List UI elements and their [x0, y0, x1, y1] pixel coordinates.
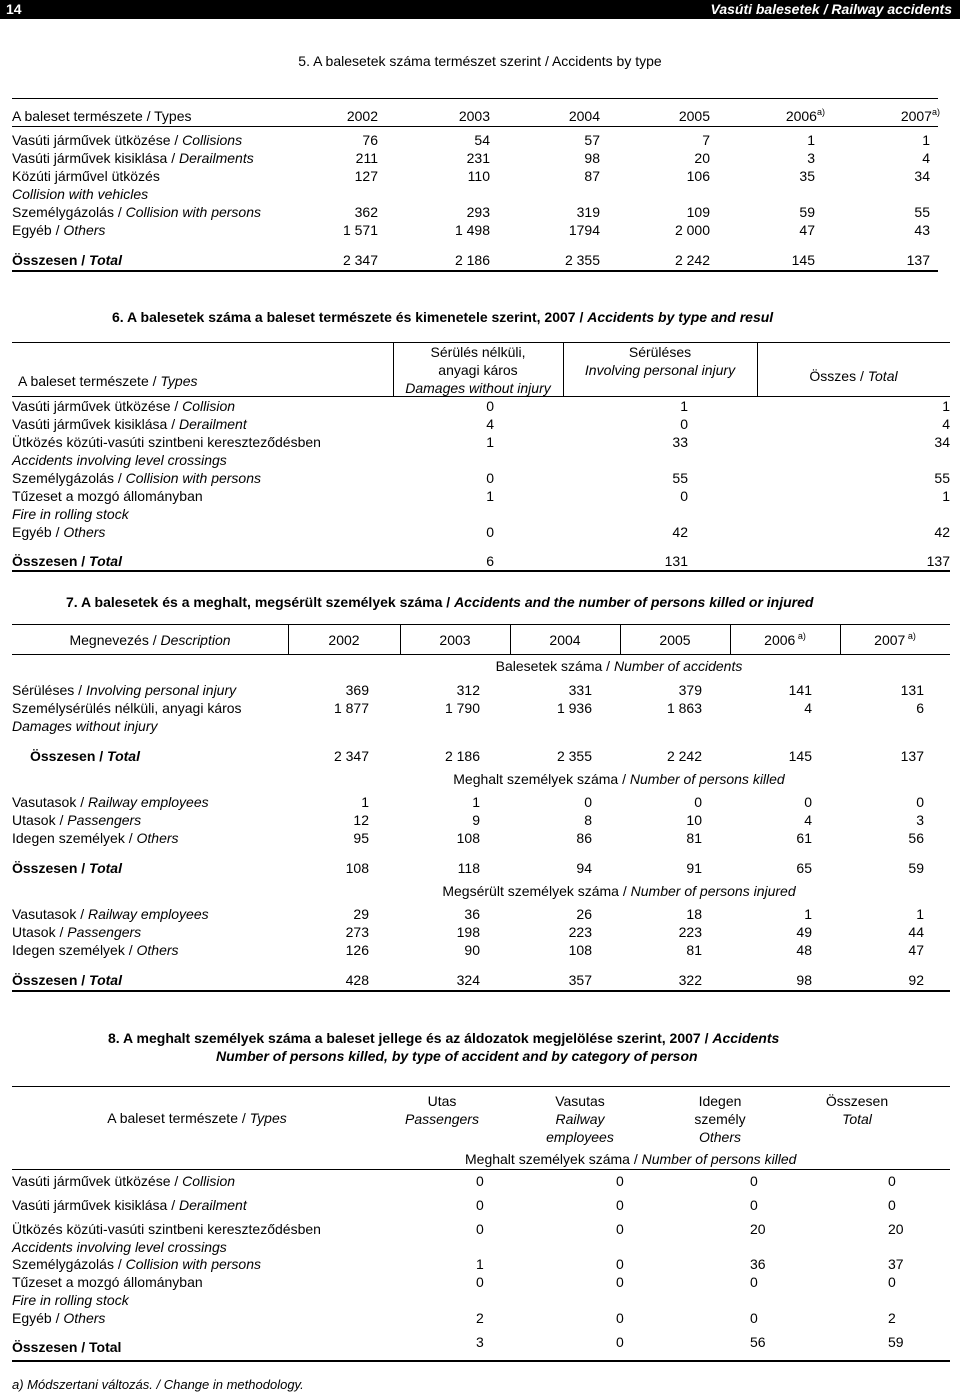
- value-cell: 0: [616, 1334, 624, 1350]
- value-cell: 37: [888, 1256, 904, 1272]
- value-cell: 20: [694, 150, 710, 166]
- table6-col2-line1: Sérüléses: [628, 344, 692, 360]
- value-cell: 0: [888, 1274, 896, 1290]
- value-cell: 2 000: [674, 222, 710, 238]
- table5-head-label: A baleset természete / Types: [12, 108, 192, 124]
- value-cell: 362: [354, 204, 378, 220]
- year-header: 2005: [678, 108, 710, 124]
- value-cell: 55: [934, 470, 950, 486]
- table-row-label: Személygázolás / Collision with persons: [12, 470, 262, 486]
- value-cell: 110: [467, 168, 490, 184]
- value-cell: 0: [750, 1310, 758, 1326]
- value-cell: 331: [568, 682, 592, 698]
- table-row-label: Vasúti járművek ütközése / Collision: [12, 1173, 236, 1189]
- value-cell: 1 863: [666, 700, 702, 716]
- table6-title: 6. A balesetek száma a baleset természete és kimenetele szerint, 2007 / Accidents by type and resul: [112, 309, 774, 325]
- section-heading-accidents: Balesetek száma / Number of accidents: [495, 658, 743, 674]
- value-cell: 322: [678, 972, 702, 988]
- table6-col2-line2: Involving personal injury: [584, 362, 736, 378]
- table8-title-line2: Number of persons killed, by type of accident and by category of person: [216, 1048, 698, 1064]
- value-cell: 59: [908, 860, 924, 876]
- value-cell: 0: [888, 1197, 896, 1213]
- table-row-label: Utasok / Passengers: [12, 812, 142, 828]
- value-cell: 1: [807, 132, 815, 148]
- value-cell: 324: [456, 972, 480, 988]
- value-cell: 0: [750, 1197, 758, 1213]
- value-cell: 34: [914, 168, 930, 184]
- table-row-label: Damages without injury: [12, 718, 158, 734]
- page-header-bar: [0, 0, 960, 19]
- table8-head-rule: [12, 1169, 950, 1170]
- value-cell: 131: [900, 682, 924, 698]
- value-cell: 369: [345, 682, 369, 698]
- value-cell: 2 242: [674, 252, 710, 268]
- value-cell: 1: [486, 434, 494, 450]
- table-row-label: Egyéb / Others: [12, 524, 106, 540]
- table8-col-railway-hu: Vasutas: [555, 1093, 605, 1109]
- value-cell: 1: [916, 906, 924, 922]
- value-cell: 223: [678, 924, 702, 940]
- value-cell: 55: [914, 204, 930, 220]
- value-cell: 10: [686, 812, 702, 828]
- value-cell: 1794: [568, 222, 600, 238]
- value-cell: 26: [576, 906, 592, 922]
- table8-col-railway-en1: Railway: [555, 1111, 605, 1127]
- value-cell: 57: [584, 132, 600, 148]
- value-cell: 273: [345, 924, 369, 940]
- value-cell: 126: [345, 942, 369, 958]
- value-cell: 137: [926, 553, 950, 569]
- value-cell: 20: [750, 1221, 766, 1237]
- value-cell: 145: [791, 252, 815, 268]
- table8-subheading: Meghalt személyek száma / Number of persons killed: [465, 1151, 797, 1167]
- value-cell: 223: [568, 924, 592, 940]
- value-cell: 1 877: [333, 700, 369, 716]
- value-cell: 8: [584, 812, 592, 828]
- value-cell: 319: [576, 204, 600, 220]
- value-cell: 42: [672, 524, 688, 540]
- value-cell: 0: [616, 1173, 624, 1189]
- value-cell: 0: [888, 1173, 896, 1189]
- table-row-label: Fire in rolling stock: [12, 1292, 129, 1308]
- table5-title: 5. A balesetek száma természet szerint / Accidents by type: [298, 53, 662, 69]
- value-cell: 81: [686, 942, 702, 958]
- value-cell: 49: [796, 924, 812, 940]
- value-cell: 95: [353, 830, 369, 846]
- value-cell: 36: [464, 906, 480, 922]
- table8-title-line1: 8. A meghalt személyek száma a baleset jellege és az áldozatok megjelölése szerint, 2007 / Accidents: [108, 1030, 780, 1046]
- value-cell: 36: [750, 1256, 766, 1272]
- value-cell: 1: [942, 488, 950, 504]
- value-cell: 357: [568, 972, 592, 988]
- table8-top-rule: [12, 1086, 950, 1087]
- value-cell: 428: [345, 972, 369, 988]
- value-cell: 137: [906, 252, 930, 268]
- value-cell: 42: [934, 524, 950, 540]
- value-cell: 48: [796, 942, 812, 958]
- table8-col-total-hu: Összesen: [825, 1093, 889, 1109]
- value-cell: 59: [799, 204, 815, 220]
- table-row-label: Idegen személyek / Others: [12, 942, 179, 958]
- value-cell: 137: [900, 748, 924, 764]
- table8-col-passengers-en: Passengers: [405, 1111, 479, 1127]
- table-row-label: Egyéb / Others: [12, 222, 106, 238]
- value-cell: 34: [934, 434, 950, 450]
- total-row-label: Összesen / Total: [12, 972, 122, 988]
- year-header: 2002: [346, 108, 378, 124]
- value-cell: 18: [686, 906, 702, 922]
- value-cell: 0: [680, 416, 688, 432]
- value-cell: 98: [584, 150, 600, 166]
- year-header: 2002: [328, 632, 360, 648]
- year-header: 2004: [568, 108, 600, 124]
- table-row-label: Ütközés közúti-vasúti szintbeni kereszteződésben: [12, 1221, 321, 1237]
- value-cell: 0: [804, 794, 812, 810]
- value-cell: 94: [576, 860, 592, 876]
- value-cell: 1 571: [342, 222, 378, 238]
- table8-head-label: A baleset természete / Types: [107, 1110, 287, 1126]
- value-cell: 0: [476, 1173, 484, 1189]
- table-row-label: Egyéb / Others: [12, 1310, 106, 1326]
- table8-col-others-en: Others: [698, 1129, 741, 1145]
- value-cell: 0: [584, 794, 592, 810]
- table-row-label: Vasúti járművek ütközése / Collisions: [12, 132, 243, 148]
- value-cell: 2 186: [454, 252, 490, 268]
- value-cell: 0: [916, 794, 924, 810]
- value-cell: 1: [942, 398, 950, 414]
- table-row-label: Fire in rolling stock: [12, 506, 129, 522]
- value-cell: 98: [796, 972, 812, 988]
- table-row-label: Accidents involving level crossings: [12, 1239, 227, 1255]
- value-cell: 61: [796, 830, 812, 846]
- value-cell: 0: [476, 1274, 484, 1290]
- value-cell: 56: [908, 830, 924, 846]
- value-cell: 4: [486, 416, 494, 432]
- value-cell: 108: [345, 860, 369, 876]
- total-row-label: Összesen / Total: [12, 860, 122, 876]
- table-row-label: Közúti járművel ütközés: [12, 168, 160, 184]
- value-cell: 2: [476, 1310, 484, 1326]
- table-row-label: Tűzeset a mozgó állományban: [12, 1274, 203, 1290]
- value-cell: 4: [804, 700, 812, 716]
- value-cell: 90: [464, 942, 480, 958]
- value-cell: 2: [888, 1310, 896, 1326]
- value-cell: 47: [799, 222, 815, 238]
- value-cell: 0: [616, 1256, 624, 1272]
- value-cell: 12: [353, 812, 369, 828]
- footnote: a) Módszertani változás. / Change in methodology.: [12, 1377, 304, 1392]
- total-row-label: Összesen / Total: [12, 553, 122, 569]
- table-row-label: Személygázolás / Collision with persons: [12, 1256, 262, 1272]
- value-cell: 109: [686, 204, 710, 220]
- table8-col-others-hu1: Idegen: [698, 1093, 742, 1109]
- value-cell: 2 347: [333, 748, 369, 764]
- value-cell: 55: [672, 470, 688, 486]
- table5-top-rule: [12, 98, 938, 99]
- value-cell: 1: [476, 1256, 484, 1272]
- value-cell: 4: [922, 150, 930, 166]
- year-header: 2007$^{a)}$: [900, 107, 940, 124]
- value-cell: 1 936: [556, 700, 592, 716]
- value-cell: 1 790: [444, 700, 480, 716]
- value-cell: 211: [355, 150, 378, 166]
- value-cell: 7: [702, 132, 710, 148]
- value-cell: 59: [888, 1334, 904, 1350]
- table-row-label: Vasutasok / Railway employees: [12, 906, 209, 922]
- value-cell: 0: [680, 488, 688, 504]
- value-cell: 145: [788, 748, 812, 764]
- value-cell: 198: [456, 924, 480, 940]
- value-cell: 0: [616, 1274, 624, 1290]
- table8-col-total-en: Total: [842, 1111, 872, 1127]
- value-cell: 0: [486, 398, 494, 414]
- section-heading-injured: Megsérült személyek száma / Number of persons injured: [442, 883, 796, 899]
- table-row-label: Tűzeset a mozgó állományban: [12, 488, 203, 504]
- value-cell: 0: [750, 1173, 758, 1189]
- table-row-label: Vasúti járművek ütközése / Collision: [12, 398, 236, 414]
- value-cell: 0: [486, 470, 494, 486]
- value-cell: 1: [680, 398, 688, 414]
- running-title: Vasúti balesetek / Railway accidents: [710, 1, 952, 17]
- table-row-label: Vasúti járművek kisiklása / Derailment: [12, 1197, 247, 1213]
- table7-head-label: Megnevezés / Description: [69, 632, 231, 648]
- value-cell: 106: [686, 168, 710, 184]
- value-cell: 47: [908, 942, 924, 958]
- value-cell: 118: [457, 860, 480, 876]
- table-row-label: Ütközés közúti-vasúti szintbeni kereszteződésben: [12, 434, 321, 450]
- table-row-label: Collision with vehicles: [12, 186, 149, 202]
- table5-head-rule: [12, 126, 938, 127]
- table8-col-railway-en2: employees: [546, 1129, 614, 1145]
- value-cell: 108: [568, 942, 592, 958]
- table-row-label: Vasúti járművek kisiklása / Derailment: [12, 416, 247, 432]
- year-header: 2003: [458, 108, 490, 124]
- value-cell: 1: [486, 488, 494, 504]
- value-cell: 141: [788, 682, 812, 698]
- year-header: 2006 $^{a)}$: [764, 631, 806, 648]
- value-cell: 87: [584, 168, 600, 184]
- value-cell: 2 355: [564, 252, 600, 268]
- value-cell: 65: [796, 860, 812, 876]
- value-cell: 312: [456, 682, 480, 698]
- table-row-label: Személysérülés nélküli, anyagi káros: [12, 700, 242, 716]
- year-header: 2005: [659, 632, 691, 648]
- value-cell: 3: [807, 150, 815, 166]
- table8-col-others-hu2: személy: [694, 1111, 746, 1127]
- table7-head-rule: [12, 654, 950, 655]
- table-row-label: Utasok / Passengers: [12, 924, 142, 940]
- value-cell: 20: [888, 1221, 904, 1237]
- value-cell: 127: [354, 168, 378, 184]
- value-cell: 86: [576, 830, 592, 846]
- table6-col1-line1: Sérülés nélküli,: [430, 344, 526, 360]
- value-cell: 108: [456, 830, 480, 846]
- value-cell: 1 498: [454, 222, 490, 238]
- value-cell: 231: [466, 150, 490, 166]
- page-number: 14: [6, 1, 22, 17]
- value-cell: 0: [750, 1274, 758, 1290]
- table6-bottom-rule: [12, 570, 950, 572]
- value-cell: 0: [616, 1221, 624, 1237]
- year-header: 2004: [549, 632, 581, 648]
- value-cell: 3: [476, 1334, 484, 1350]
- value-cell: 91: [686, 860, 702, 876]
- value-cell: 2 242: [666, 748, 702, 764]
- value-cell: 29: [353, 906, 369, 922]
- value-cell: 3: [916, 812, 924, 828]
- value-cell: 81: [686, 830, 702, 846]
- table8-bottom-rule: [12, 1360, 950, 1362]
- year-header: 2007 $^{a)}$: [874, 631, 916, 648]
- value-cell: 131: [664, 553, 688, 569]
- value-cell: 56: [750, 1334, 766, 1350]
- table-row-label: Idegen személyek / Others: [12, 830, 179, 846]
- table6-top-rule: [12, 342, 950, 343]
- table6-col3: Összes / Total: [809, 368, 898, 384]
- table-row-label: Vasutasok / Railway employees: [12, 794, 209, 810]
- value-cell: 33: [672, 434, 688, 450]
- table-row-label: Sérüléses / Involving personal injury: [12, 682, 237, 698]
- value-cell: 1: [361, 794, 369, 810]
- section-heading-killed: Meghalt személyek száma / Number of persons killed: [453, 771, 785, 787]
- value-cell: 2 355: [556, 748, 592, 764]
- table-row-label: Vasúti járművek kisiklása / Derailments: [12, 150, 254, 166]
- table6-head-label: A baleset természete / Types: [18, 373, 198, 389]
- year-header: 2003: [439, 632, 471, 648]
- value-cell: 1: [922, 132, 930, 148]
- value-cell: 76: [362, 132, 378, 148]
- value-cell: 0: [476, 1221, 484, 1237]
- value-cell: 2 347: [342, 252, 378, 268]
- total-row-label: Összesen / Total: [12, 252, 122, 268]
- value-cell: 44: [908, 924, 924, 940]
- value-cell: 35: [799, 168, 815, 184]
- total-row-label: Összesen / Total: [30, 748, 140, 764]
- value-cell: 6: [486, 553, 494, 569]
- value-cell: 293: [466, 204, 490, 220]
- value-cell: 0: [694, 794, 702, 810]
- value-cell: 1: [472, 794, 480, 810]
- value-cell: 9: [472, 812, 480, 828]
- table8-col-passengers-hu: Utas: [427, 1093, 457, 1109]
- table6-col1-line3: Damages without injury: [405, 380, 551, 396]
- table5-bottom-rule: [12, 270, 938, 272]
- table7-bottom-rule: [12, 990, 950, 992]
- table7-title: 7. A balesetek és a meghalt, megsérült személyek száma / Accidents and the number of persons killed or injured: [66, 594, 814, 610]
- value-cell: 0: [476, 1197, 484, 1213]
- table7-top-rule: [12, 624, 950, 625]
- value-cell: 4: [942, 416, 950, 432]
- value-cell: 1: [804, 906, 812, 922]
- value-cell: 4: [804, 812, 812, 828]
- table6-col1-line2: anyagi káros: [438, 362, 518, 378]
- value-cell: 2 186: [444, 748, 480, 764]
- table-row-label: Accidents involving level crossings: [12, 452, 227, 468]
- table6-head-rule: [12, 396, 950, 397]
- value-cell: 379: [678, 682, 702, 698]
- year-header: 2006$^{a)}$: [785, 107, 825, 124]
- value-cell: 43: [914, 222, 930, 238]
- value-cell: 0: [486, 524, 494, 540]
- value-cell: 0: [616, 1310, 624, 1326]
- table-row-label: Személygázolás / Collision with persons: [12, 204, 262, 220]
- value-cell: 0: [616, 1197, 624, 1213]
- value-cell: 6: [916, 700, 924, 716]
- value-cell: 54: [474, 132, 490, 148]
- total-row-label: Összesen / Total: [12, 1339, 122, 1355]
- value-cell: 92: [908, 972, 924, 988]
